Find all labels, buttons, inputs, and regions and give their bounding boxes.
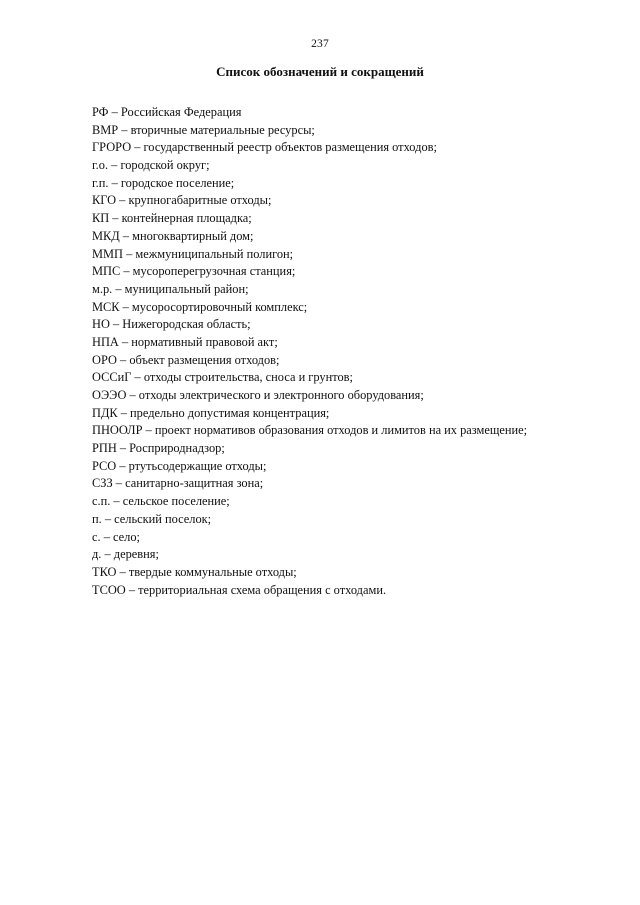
- abbreviation-item: МСК – мусоросортировочный комплекс;: [92, 299, 308, 314]
- abbreviation-item: г.о. – городской округ;: [92, 158, 210, 173]
- abbreviation-item: с.п. – сельское поселение;: [92, 494, 230, 509]
- abbreviation-item: ВМР – вторичные материальные ресурсы;: [92, 122, 315, 137]
- abbreviation-item: НПА – нормативный правовой акт;: [92, 334, 278, 349]
- abbreviation-list: [92, 104, 592, 599]
- abbreviation-item: ПДК – предельно допустимая концентрация;: [92, 405, 330, 420]
- abbreviation-item: СЗЗ – санитарно-защитная зона;: [92, 476, 264, 491]
- abbreviation-item: г.п. – городское поселение;: [92, 175, 235, 190]
- abbreviation-item: РСО – ртутьсодержащие отходы;: [92, 458, 267, 473]
- abbreviation-item: ММП – межмуниципальный полигон;: [92, 246, 294, 261]
- abbreviation-item: МКД – многоквартирный дом;: [92, 228, 254, 243]
- abbreviation-item: КП – контейнерная площадка;: [92, 211, 252, 226]
- abbreviation-item: РФ – Российская Федерация: [92, 105, 242, 119]
- abbreviation-item: МПС – мусороперегрузочная станция;: [92, 264, 296, 279]
- abbreviation-item: с. – село;: [92, 529, 140, 544]
- abbreviation-item: д. – деревня;: [92, 547, 159, 562]
- abbreviation-item: м.р. – муниципальный район;: [92, 281, 249, 296]
- abbreviation-item: РПН – Росприроднадзор;: [92, 441, 225, 456]
- abbreviation-item: ОРО – объект размещения отходов;: [92, 352, 280, 367]
- abbreviation-item: ТКО – твердые коммунальные отходы;: [92, 564, 297, 579]
- abbreviation-item: ОССиГ – отходы строительства, сноса и грунтов;: [92, 370, 353, 385]
- abbreviation-item: НО – Нижегородская область;: [92, 317, 251, 332]
- page-title: Список обозначений и сокращений: [216, 64, 424, 79]
- abbreviation-item: КГО – крупногабаритные отходы;: [92, 193, 272, 208]
- abbreviation-item: ПНООЛР – проект нормативов образования отходов и лимитов на их размещение;: [92, 423, 528, 438]
- page-number: 237: [311, 38, 329, 50]
- abbreviation-item: ГРОРО – государственный реестр объектов размещения отходов;: [92, 140, 437, 155]
- abbreviation-item: ОЭЭО – отходы электрического и электронного оборудования;: [92, 388, 424, 402]
- abbreviation-item: п. – сельский поселок;: [92, 511, 212, 526]
- abbreviation-item: ТСОО – территориальная схема обращения с отходами.: [92, 582, 387, 597]
